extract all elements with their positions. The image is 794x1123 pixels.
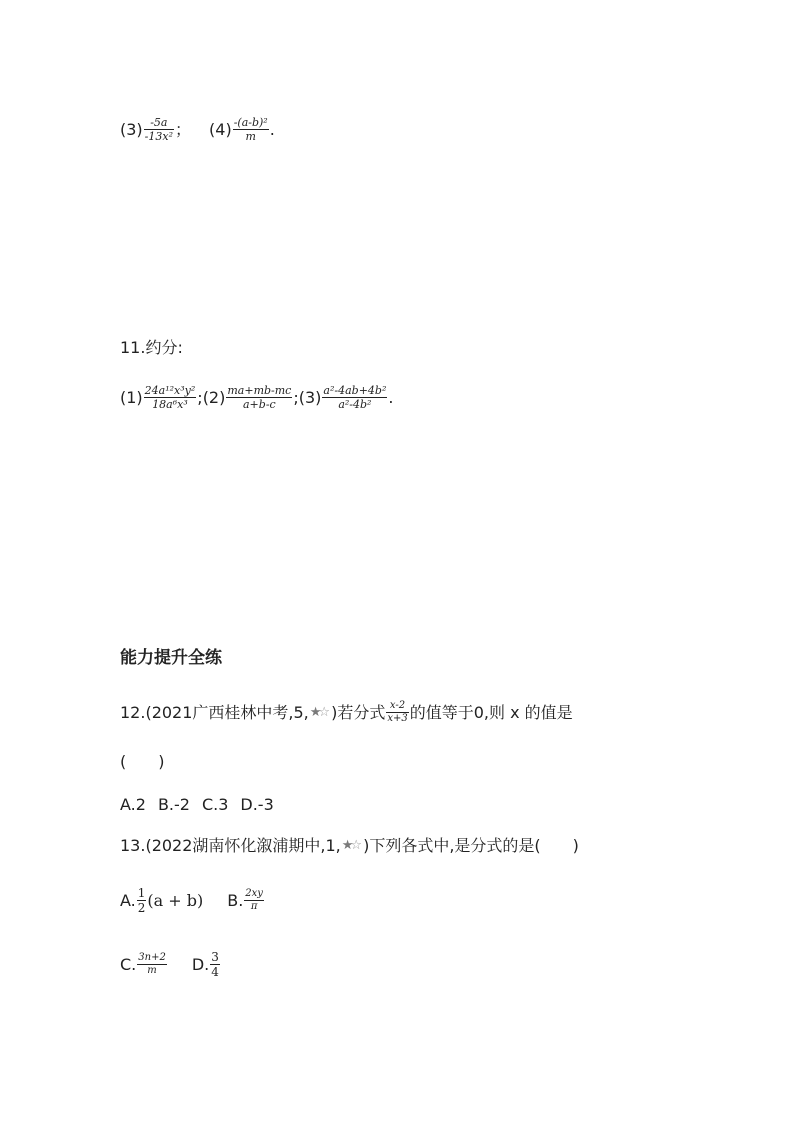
fraction-numerator: 24a¹²x³y² <box>144 384 196 397</box>
fraction-denominator: x+3 <box>387 713 408 724</box>
section-heading: 能力提升全练 <box>120 648 222 668</box>
q11-part-1-fraction <box>144 384 197 411</box>
q13-option-a-tail: (a + b) <box>147 890 204 910</box>
fraction-numerator: a²-4ab+4b² <box>323 384 387 397</box>
q13-stem-text: )下列各式中,是分式的是( ) <box>363 836 579 855</box>
q13-option-c-fraction <box>137 952 167 977</box>
end-period: . <box>269 119 275 139</box>
q13-option-c-label: C. <box>120 954 137 974</box>
q13-options-cd <box>120 950 221 979</box>
fraction-numerator: 2xy <box>245 888 263 899</box>
q13-options-ab <box>120 886 265 915</box>
separator: ; <box>197 387 203 407</box>
fraction-numerator: -5a <box>150 116 168 129</box>
q13-option-b-fraction <box>244 888 264 913</box>
fraction-denominator: m <box>147 965 157 976</box>
fraction-denominator: a+b-c <box>243 398 276 411</box>
part-4-fraction <box>233 116 269 143</box>
separator: ； <box>175 119 192 139</box>
part-3-fraction <box>144 116 174 143</box>
q12-stem-text: )若分式 <box>331 702 386 722</box>
fraction-denominator: 2 <box>137 901 146 915</box>
fraction-denominator: π <box>250 901 258 912</box>
separator: ; <box>293 387 299 407</box>
fraction-numerator: ma+mb-mc <box>227 384 292 397</box>
end-period: . <box>388 387 394 407</box>
q12-fraction <box>386 700 408 725</box>
fraction-numerator: -(a-b)² <box>233 116 268 129</box>
q13-option-b-label: B. <box>227 890 244 910</box>
fraction-denominator: m <box>245 130 256 143</box>
difficulty-star-icon: ★ ☆ <box>341 838 363 853</box>
q12-option-a: A.2 <box>120 795 146 814</box>
difficulty-star-icon: ★ ☆ <box>309 704 331 720</box>
q12-option-d: D.-3 <box>240 795 274 814</box>
q12-answer-blank: ( ) <box>120 752 165 771</box>
fraction-denominator: a²-4b² <box>338 398 372 411</box>
prev-item-parts <box>120 116 275 143</box>
q11-part-3-fraction <box>322 384 387 411</box>
q11-part-2-fraction <box>226 384 292 411</box>
q11-parts <box>120 384 393 411</box>
q12-stem <box>120 700 573 725</box>
q12-stem-tail: 的值等于0,则 x 的值是 <box>409 702 573 722</box>
part-4-label: (4) <box>209 119 232 139</box>
q12-option-c: C.3 <box>201 795 229 814</box>
q11-part-1-label: (1) <box>120 387 143 407</box>
q13-option-a-label: A. <box>120 890 136 910</box>
q13-option-a-fraction <box>137 886 147 915</box>
part-3-label: (3) <box>120 119 143 139</box>
fraction-denominator: -13x² <box>144 130 173 143</box>
fraction-numerator: 3n+2 <box>138 952 166 963</box>
q11-title: 11.约分: <box>120 338 183 357</box>
q11-part-3-label: (3) <box>298 387 322 407</box>
q13-source: 13.(2022湖南怀化溆浦期中,1, <box>120 836 341 855</box>
q12-source: 12.(2021广西桂林中考,5, <box>120 702 309 722</box>
q13-option-d-fraction <box>210 950 220 979</box>
q13-stem <box>120 836 579 856</box>
q11-part-2-label: (2) <box>202 387 226 407</box>
q13-option-d-label: D. <box>191 954 210 974</box>
q12-options <box>120 795 274 815</box>
fraction-denominator: 4 <box>211 965 219 979</box>
fraction-denominator: 18a⁶x³ <box>152 398 188 411</box>
fraction-numerator: 1 <box>137 886 146 900</box>
fraction-numerator: x-2 <box>389 700 406 711</box>
fraction-numerator: 3 <box>211 950 219 964</box>
q12-option-b: B.-2 <box>157 795 190 814</box>
